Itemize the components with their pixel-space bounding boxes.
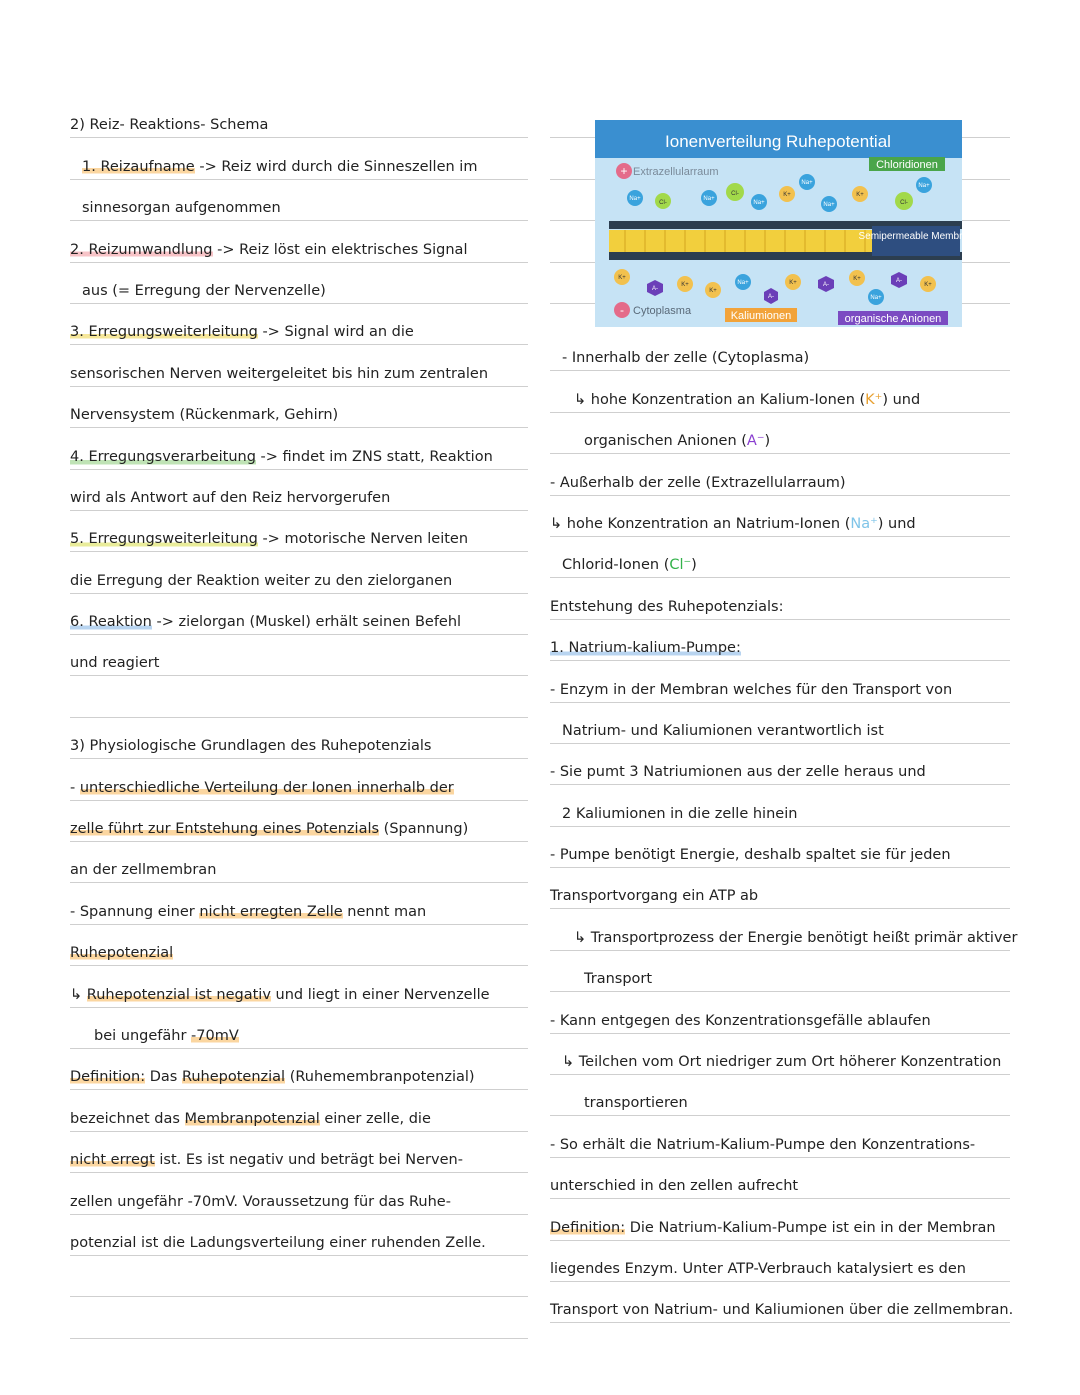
- svg-text:K+: K+: [618, 275, 626, 281]
- note-text: ist. Es ist negativ und beträgt bei Nerven-: [154, 1152, 463, 1169]
- note-line: [70, 1090, 528, 1131]
- note-line: [550, 1282, 1014, 1323]
- note-line: [550, 413, 1010, 454]
- note-text: -> motorische Nerven leiten: [257, 531, 469, 548]
- note-line: [550, 661, 1010, 702]
- note-text: K⁺: [865, 391, 883, 408]
- note-text: (Ruhemembranpotenzial): [285, 1069, 475, 1086]
- note-text: bezeichnet das: [70, 1110, 185, 1127]
- note-text: 3. Erregungsweiterleitung: [70, 324, 258, 341]
- note-line: [550, 703, 1010, 744]
- ion-distribution-diagram: [595, 120, 974, 327]
- svg-text:A-: A-: [823, 282, 829, 288]
- note-line: [70, 1297, 528, 1338]
- note-text: die Erregung der Reaktion weiter zu den zielorganen: [70, 572, 453, 589]
- figure-title: Ionenverteilung Ruhepotential: [665, 132, 891, 151]
- note-text: wird als Antwort auf den Reiz hervorgerufen: [70, 489, 391, 506]
- note-line: [70, 97, 528, 138]
- note-line: [70, 759, 528, 800]
- note-text: 4. Erregungsverarbeitung: [70, 448, 256, 465]
- svg-text:K+: K+: [783, 192, 791, 198]
- note-text: - Innerhalb der zelle (Cytoplasma): [562, 350, 810, 367]
- note-text: 1. Natrium-kalium-Pumpe:: [550, 640, 741, 657]
- note-line: [70, 470, 528, 511]
- note-text: - Spannung einer: [70, 903, 200, 920]
- note-text: Cl⁻: [669, 557, 692, 574]
- note-text: an der zellmembran: [70, 862, 217, 879]
- left-column: [70, 97, 528, 1339]
- note-line: [70, 1008, 528, 1049]
- note-text: -> findet im ZNS statt, Reaktion: [255, 448, 493, 465]
- svg-text:Na+: Na+: [823, 202, 835, 208]
- note-line: [70, 635, 528, 676]
- note-line: [550, 1075, 1010, 1116]
- svg-text:A-: A-: [768, 294, 774, 300]
- note-text: potenzial ist die Ladungsverteilung einer ruhenden Zelle.: [70, 1234, 486, 1251]
- note-text: 1. Reizaufname: [82, 158, 195, 175]
- svg-text:A-: A-: [652, 286, 658, 292]
- anions-label: organische Anionen: [844, 313, 942, 325]
- svg-text:K+: K+: [853, 276, 861, 282]
- note-line: [70, 180, 528, 221]
- note-text: Transport von Natrium- und Kaliumionen über die zellmembran.: [550, 1302, 1014, 1319]
- note-text: 2 Kaliumionen in die zelle hinein: [562, 805, 798, 822]
- note-line: [550, 330, 1010, 371]
- note-text: Die Natrium-Kalium-Pumpe ist ein in der Membran: [625, 1219, 996, 1236]
- note-text: ↳ Teilchen vom Ort niedriger zum Ort höherer Konzentration: [562, 1054, 1002, 1071]
- note-line: [70, 263, 528, 304]
- minus-icon: -: [620, 303, 624, 317]
- note-text: einer zelle, die: [319, 1110, 431, 1127]
- note-line: [550, 1116, 1010, 1157]
- note-line: [70, 511, 528, 552]
- note-text: Ruhepotenzial ist negativ: [86, 986, 271, 1003]
- note-line: [70, 925, 528, 966]
- note-line: [70, 966, 528, 1007]
- note-text: sensorischen Nerven weitergeleitet bis hin zum zentralen: [70, 365, 489, 382]
- note-text: 6. Reaktion: [70, 614, 152, 631]
- note-text: -> zielorgan (Muskel) erhält seinen Befehl: [151, 614, 462, 631]
- note-line: [70, 883, 528, 924]
- note-line: [550, 620, 1010, 661]
- note-text: bei ungefähr: [94, 1027, 192, 1044]
- note-text: organischen Anionen (: [584, 433, 747, 450]
- note-text: - Außerhalb der zelle (Extrazellularraum): [550, 474, 846, 491]
- svg-text:A-: A-: [896, 278, 902, 284]
- note-text: -> Signal wird an die: [257, 324, 414, 341]
- note-text: ) und: [877, 515, 916, 532]
- svg-text:Na+: Na+: [870, 295, 882, 301]
- note-line: [550, 1034, 1010, 1075]
- note-line: [70, 1256, 528, 1297]
- note-line: [550, 992, 1010, 1033]
- note-text: ↳ Transportprozess der Energie benötigt heißt primär aktiver: [574, 929, 1018, 946]
- note-text: Transport: [584, 971, 653, 988]
- note-text: nennt man: [342, 903, 427, 920]
- note-line: [550, 744, 1010, 785]
- note-text: 5. Erregungsweiterleitung: [70, 531, 258, 548]
- plus-icon: +: [620, 164, 628, 178]
- note-text: sinnesorgan aufgenommen: [82, 200, 281, 217]
- note-text: -70mV: [191, 1027, 239, 1044]
- note-text: ): [691, 557, 697, 574]
- note-line: [70, 552, 528, 593]
- note-text: und liegt in einer Nervenzelle: [270, 986, 490, 1003]
- note-text: - Kann entgegen des Konzentrationsgefälle ablaufen: [550, 1012, 931, 1029]
- note-line: [70, 676, 528, 717]
- note-line: [550, 1199, 1010, 1240]
- note-text: Chlorid-Ionen (: [562, 557, 670, 574]
- note-text: ): [764, 433, 771, 450]
- note-line: [70, 842, 528, 883]
- note-line: [70, 1049, 528, 1090]
- note-line: [70, 304, 528, 345]
- note-text: ↳ hohe Konzentration an Kalium-Ionen (: [574, 391, 866, 408]
- svg-text:Na+: Na+: [801, 180, 813, 186]
- note-text: 3) Physiologische Grundlagen des Ruhepotenzials: [70, 738, 432, 755]
- note-line: [550, 951, 1010, 992]
- note-line: [550, 454, 1010, 495]
- chloride-label: Chloridionen: [876, 159, 938, 171]
- note-line: [70, 138, 528, 179]
- svg-text:Na+: Na+: [753, 200, 765, 206]
- note-text: Natrium- und Kaliumionen verantwortlich ist: [562, 722, 884, 739]
- note-text: zelle führt zur Entstehung eines Potenzials: [70, 821, 380, 838]
- note-line: [70, 1132, 528, 1173]
- note-line: [550, 1158, 1010, 1199]
- note-line: [70, 801, 528, 842]
- note-line: [70, 345, 528, 386]
- note-text: 2. Reizumwandlung: [70, 241, 213, 258]
- note-line: [550, 537, 1010, 578]
- note-line: [550, 496, 1010, 537]
- note-text: 2) Reiz- Reaktions- Schema: [70, 117, 269, 134]
- note-line: [70, 387, 528, 428]
- note-text: ↳: [70, 986, 87, 1003]
- note-line: [550, 868, 1010, 909]
- note-text: - So erhält die Natrium-Kalium-Pumpe den Konzentrations-: [550, 1136, 976, 1153]
- note-line: [550, 1241, 1010, 1282]
- note-text: Nervensystem (Rückenmark, Gehirn): [70, 407, 339, 424]
- right-column: [550, 330, 1018, 1323]
- svg-text:K+: K+: [924, 282, 932, 288]
- note-text: ) und: [882, 391, 921, 408]
- note-text: und reagiert: [70, 655, 160, 672]
- note-text: Ruhepotenzial: [181, 1069, 286, 1086]
- svg-text:K+: K+: [681, 282, 689, 288]
- note-text: -> Reiz löst ein elektrisches Signal: [212, 241, 468, 258]
- extracellular-label: Extrazellularraum: [633, 166, 719, 178]
- svg-text:Cl-: Cl-: [659, 200, 667, 206]
- note-text: - Pumpe benötigt Energie, deshalb spaltet sie für jeden: [550, 847, 951, 864]
- note-line: [70, 428, 528, 469]
- potassium-label: Kaliumionen: [730, 310, 792, 322]
- note-text: Membranpotenzial: [184, 1110, 320, 1127]
- note-text: Entstehung des Ruhepotenzials:: [550, 598, 784, 615]
- note-text: ↳ hohe Konzentration an Natrium-Ionen (: [550, 515, 851, 532]
- svg-text:Na+: Na+: [918, 183, 930, 189]
- note-text: -> Reiz wird durch die Sinneszellen im: [194, 158, 478, 175]
- note-text: Das: [145, 1069, 182, 1086]
- note-text: unterschiedliche Verteilung der Ionen innerhalb der: [79, 779, 454, 796]
- note-line: [70, 718, 528, 759]
- note-text: - Enzym in der Membran welches für den Transport von: [550, 681, 953, 698]
- note-text: nicht erregten Zelle: [199, 903, 343, 920]
- svg-text:Cl-: Cl-: [900, 200, 908, 206]
- ion-distribution-figure: [595, 120, 974, 327]
- note-text: A⁻: [746, 433, 765, 450]
- svg-text:Na+: Na+: [703, 196, 715, 202]
- svg-text:K+: K+: [856, 192, 864, 198]
- note-text: -: [70, 779, 80, 796]
- note-line: [70, 1173, 528, 1214]
- note-text: unterschied in den zellen aufrecht: [550, 1178, 799, 1195]
- note-line: [550, 785, 1010, 826]
- note-line: [550, 909, 1018, 950]
- membrane-label: Semipermeable Membran: [858, 231, 974, 242]
- note-text: liegendes Enzym. Unter ATP-Verbrauch katalysiert es den: [550, 1260, 966, 1277]
- cytoplasm-label: Cytoplasma: [633, 305, 692, 317]
- note-text: zellen ungefähr -70mV. Voraussetzung für das Ruhe-: [70, 1193, 451, 1210]
- note-line: [70, 1215, 528, 1256]
- svg-text:K+: K+: [709, 288, 717, 294]
- note-text: aus (= Erregung der Nervenzelle): [82, 282, 326, 299]
- svg-text:Na+: Na+: [629, 196, 641, 202]
- note-line: [550, 827, 1010, 868]
- svg-text:K+: K+: [789, 280, 797, 286]
- note-text: Ruhepotenzial: [70, 945, 174, 962]
- svg-text:Na+: Na+: [737, 280, 749, 286]
- note-line: [70, 221, 528, 262]
- note-text: Definition:: [70, 1069, 146, 1086]
- note-line: [550, 578, 1010, 619]
- note-text: nicht erregt: [70, 1152, 155, 1169]
- note-text: Definition:: [550, 1219, 626, 1236]
- note-text: - Sie pumt 3 Natriumionen aus der zelle heraus und: [550, 764, 926, 781]
- note-text: (Spannung): [379, 821, 469, 838]
- note-line: [550, 371, 1010, 412]
- note-text: transportieren: [584, 1095, 688, 1112]
- note-line: [70, 594, 528, 635]
- note-text: Na⁺: [850, 515, 878, 532]
- note-text: Transportvorgang ein ATP ab: [550, 888, 759, 905]
- svg-text:Cl-: Cl-: [731, 191, 739, 197]
